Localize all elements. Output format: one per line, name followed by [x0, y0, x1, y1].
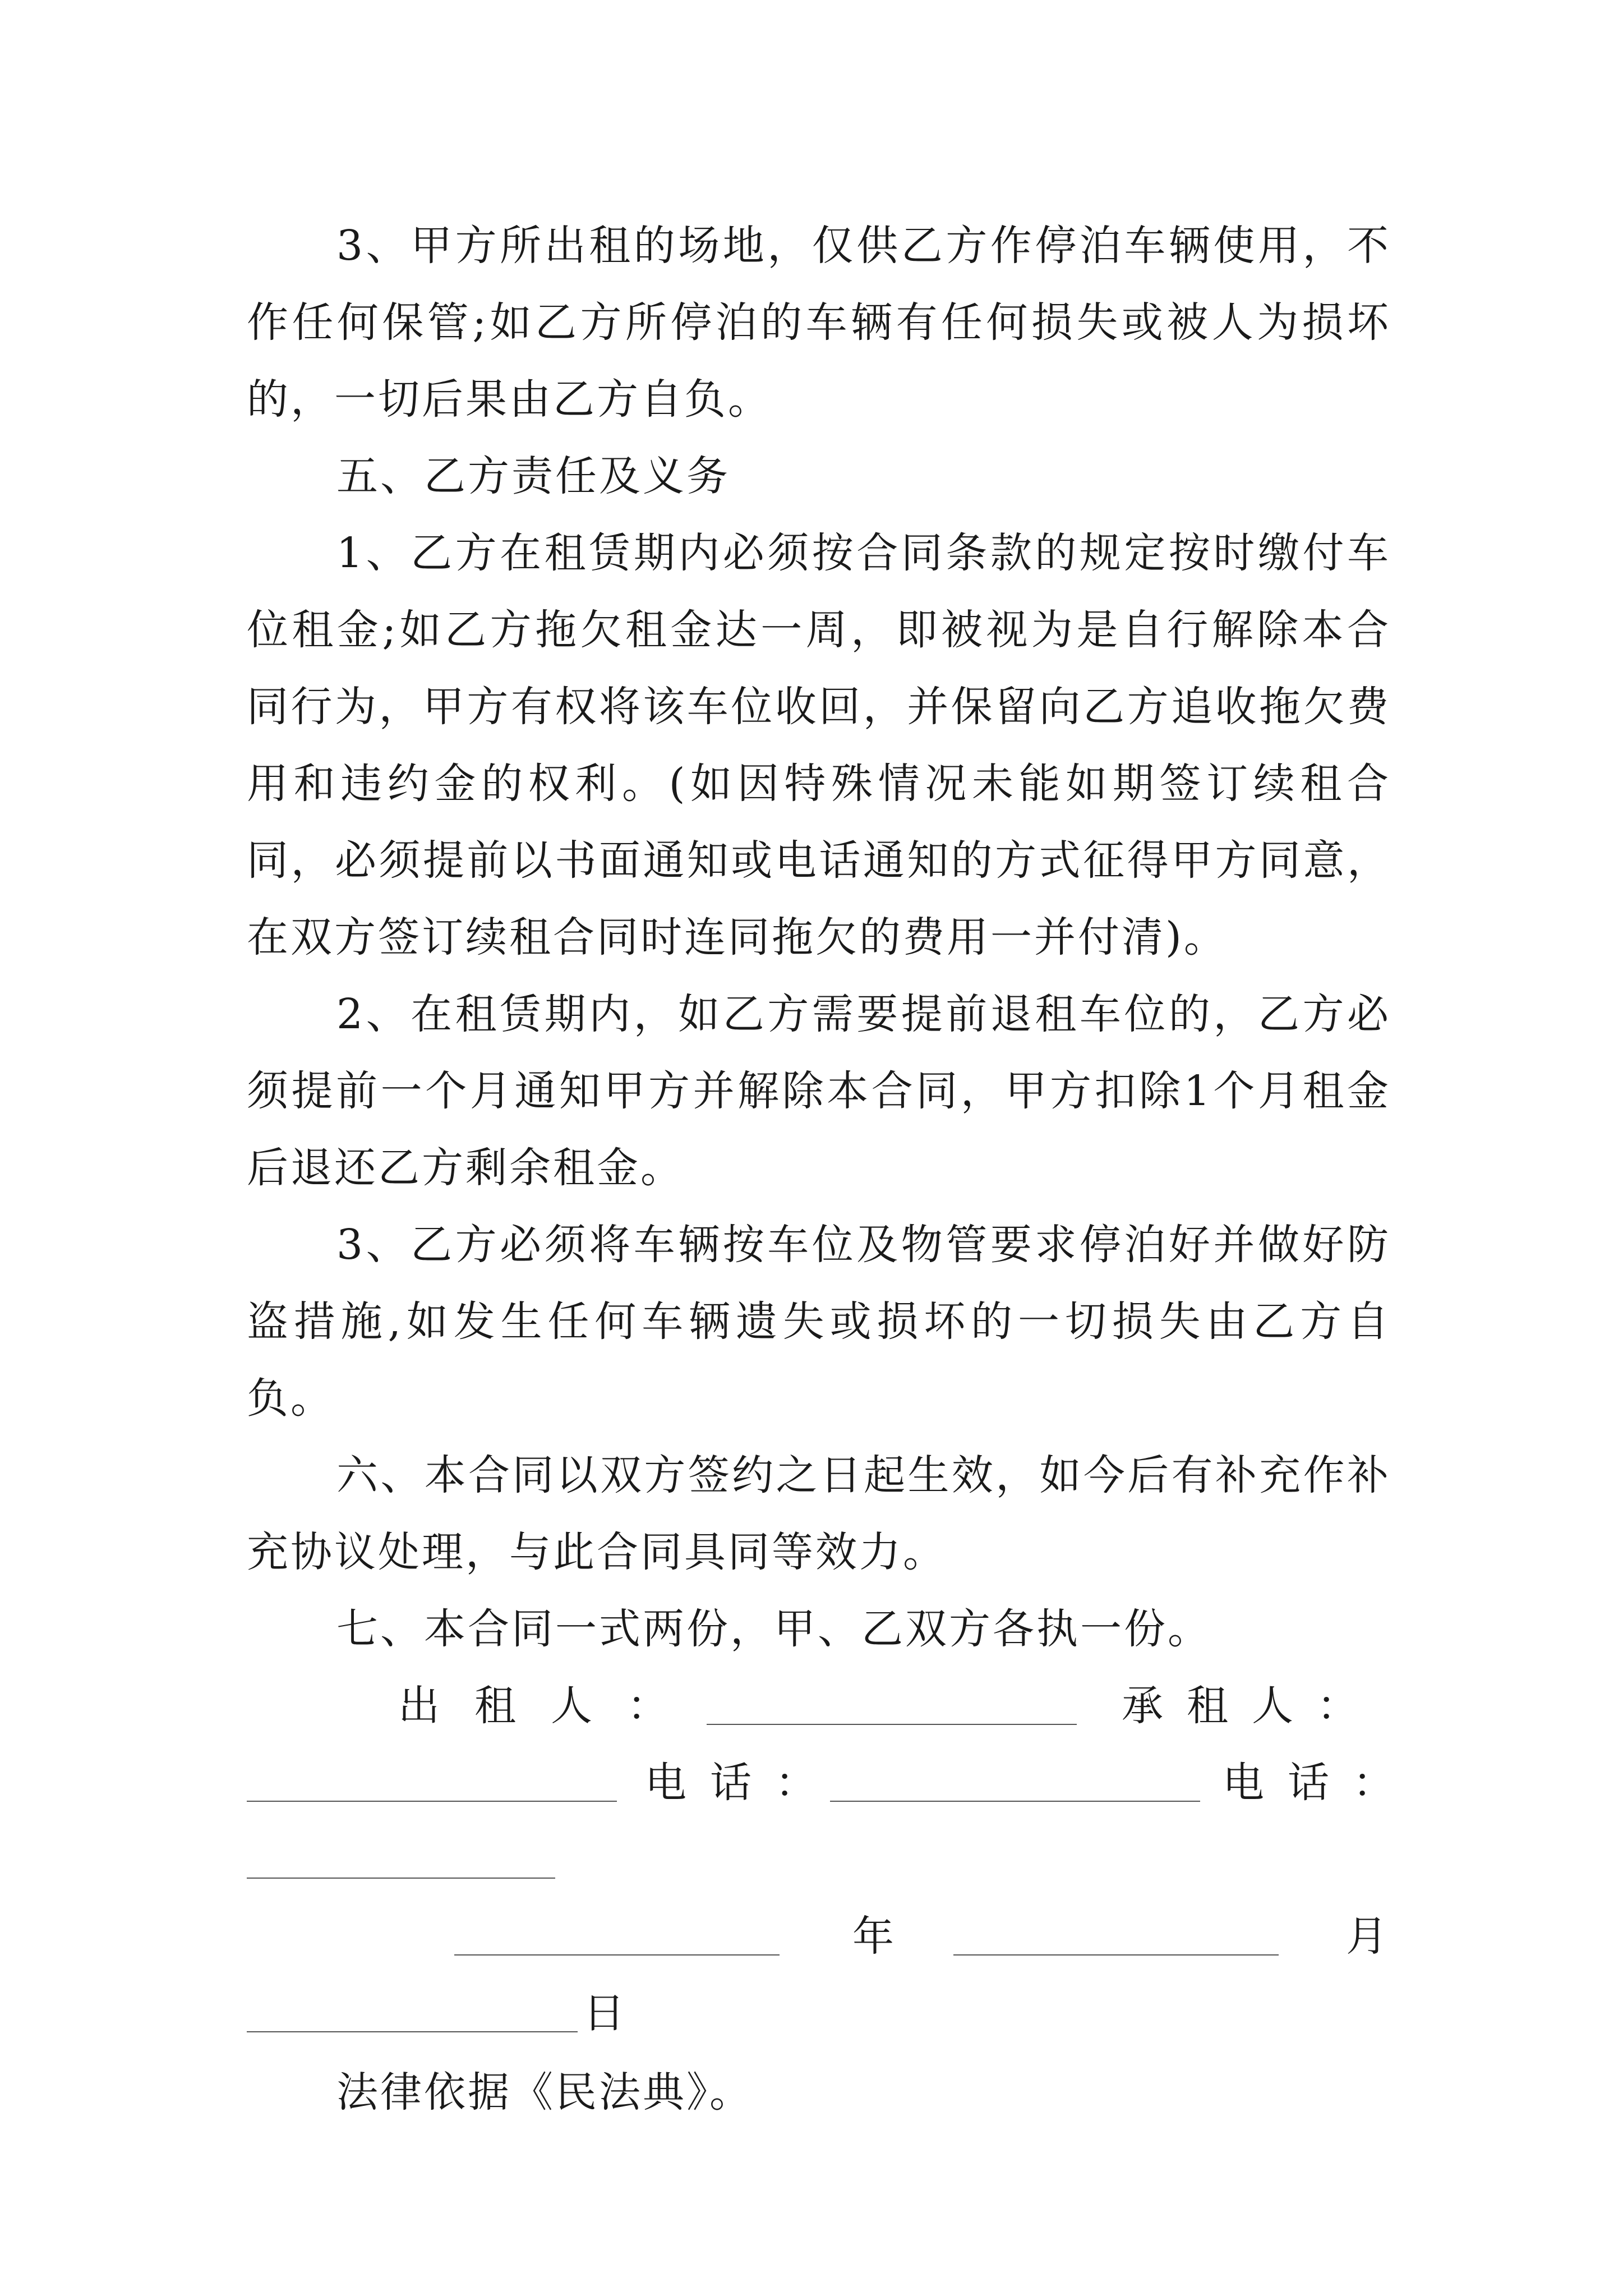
- month-label: 月: [1346, 1912, 1387, 1961]
- phone-blank-1[interactable]: [830, 1745, 1200, 1826]
- lessee-blank[interactable]: [247, 1745, 617, 1826]
- contract-page: [247, 208, 1418, 2131]
- section-7: 七、本合同一式两份，甲、乙双方各执一份。: [336, 1605, 1211, 1653]
- clause-5-1: 1、乙方在租赁期内必须按合同条款的规定按时缴付车位租金;如乙方拖欠租金达一周，即被视为是自行解除本合同行为，甲方有权将该车位收回，并保留向乙方追收拖欠费用和违约金的权利。(如因特殊情况未能如期签订续租合同，必须提前以书面通知或电话通知的方式征得甲方同意，在双方签订续租合同时连同拖欠的费用一并付清)。: [247, 529, 1391, 961]
- lessee-label: 承租人：: [1122, 1682, 1382, 1730]
- phone-label-1: 电话：: [645, 1759, 840, 1807]
- lessor-label: 出租人：: [398, 1682, 703, 1730]
- clause-5-2: 2、在租赁期内，如乙方需要提前退租车位的，乙方必须提前一个月通知甲方并解除本合同，甲方扣除1个月租金后退还乙方剩余租金。: [247, 990, 1391, 1192]
- day-row: [247, 1975, 1391, 2052]
- day-label: 日: [583, 1989, 625, 2037]
- section-5-heading: 五、乙方责任及义务: [336, 452, 730, 500]
- year-blank[interactable]: [454, 1898, 780, 1980]
- day-blank[interactable]: [247, 1975, 578, 2057]
- year-label: 年: [852, 1912, 894, 1961]
- signature-row-2: [247, 1745, 1418, 1821]
- lessor-blank[interactable]: [707, 1668, 1077, 1750]
- legal-basis: 法律依据《民法典》。: [336, 2068, 753, 2116]
- signature-row-1: [247, 1668, 1391, 1745]
- clause-4-3: 3、甲方所出租的场地，仅供乙方作停泊车辆使用，不作任何保管;如乙方所停泊的车辆有任何损失或被人为损坏的，一切后果由乙方自负。: [247, 222, 1391, 424]
- signature-row-3: [247, 1821, 1391, 1898]
- date-row: [247, 1898, 1391, 1975]
- phone-blank-2[interactable]: [247, 1821, 555, 1903]
- section-6: 六、本合同以双方签约之日起生效，如今后有补充作补充协议处理，与此合同具同等效力。: [247, 1451, 1391, 1576]
- clause-5-3: 3、乙方必须将车辆按车位及物管要求停泊好并做好防盗措施,如发生任何车辆遗失或损坏的一切损失由乙方自负。: [247, 1221, 1391, 1423]
- phone-label-2: 电话：: [1223, 1759, 1418, 1807]
- month-blank[interactable]: [953, 1898, 1279, 1980]
